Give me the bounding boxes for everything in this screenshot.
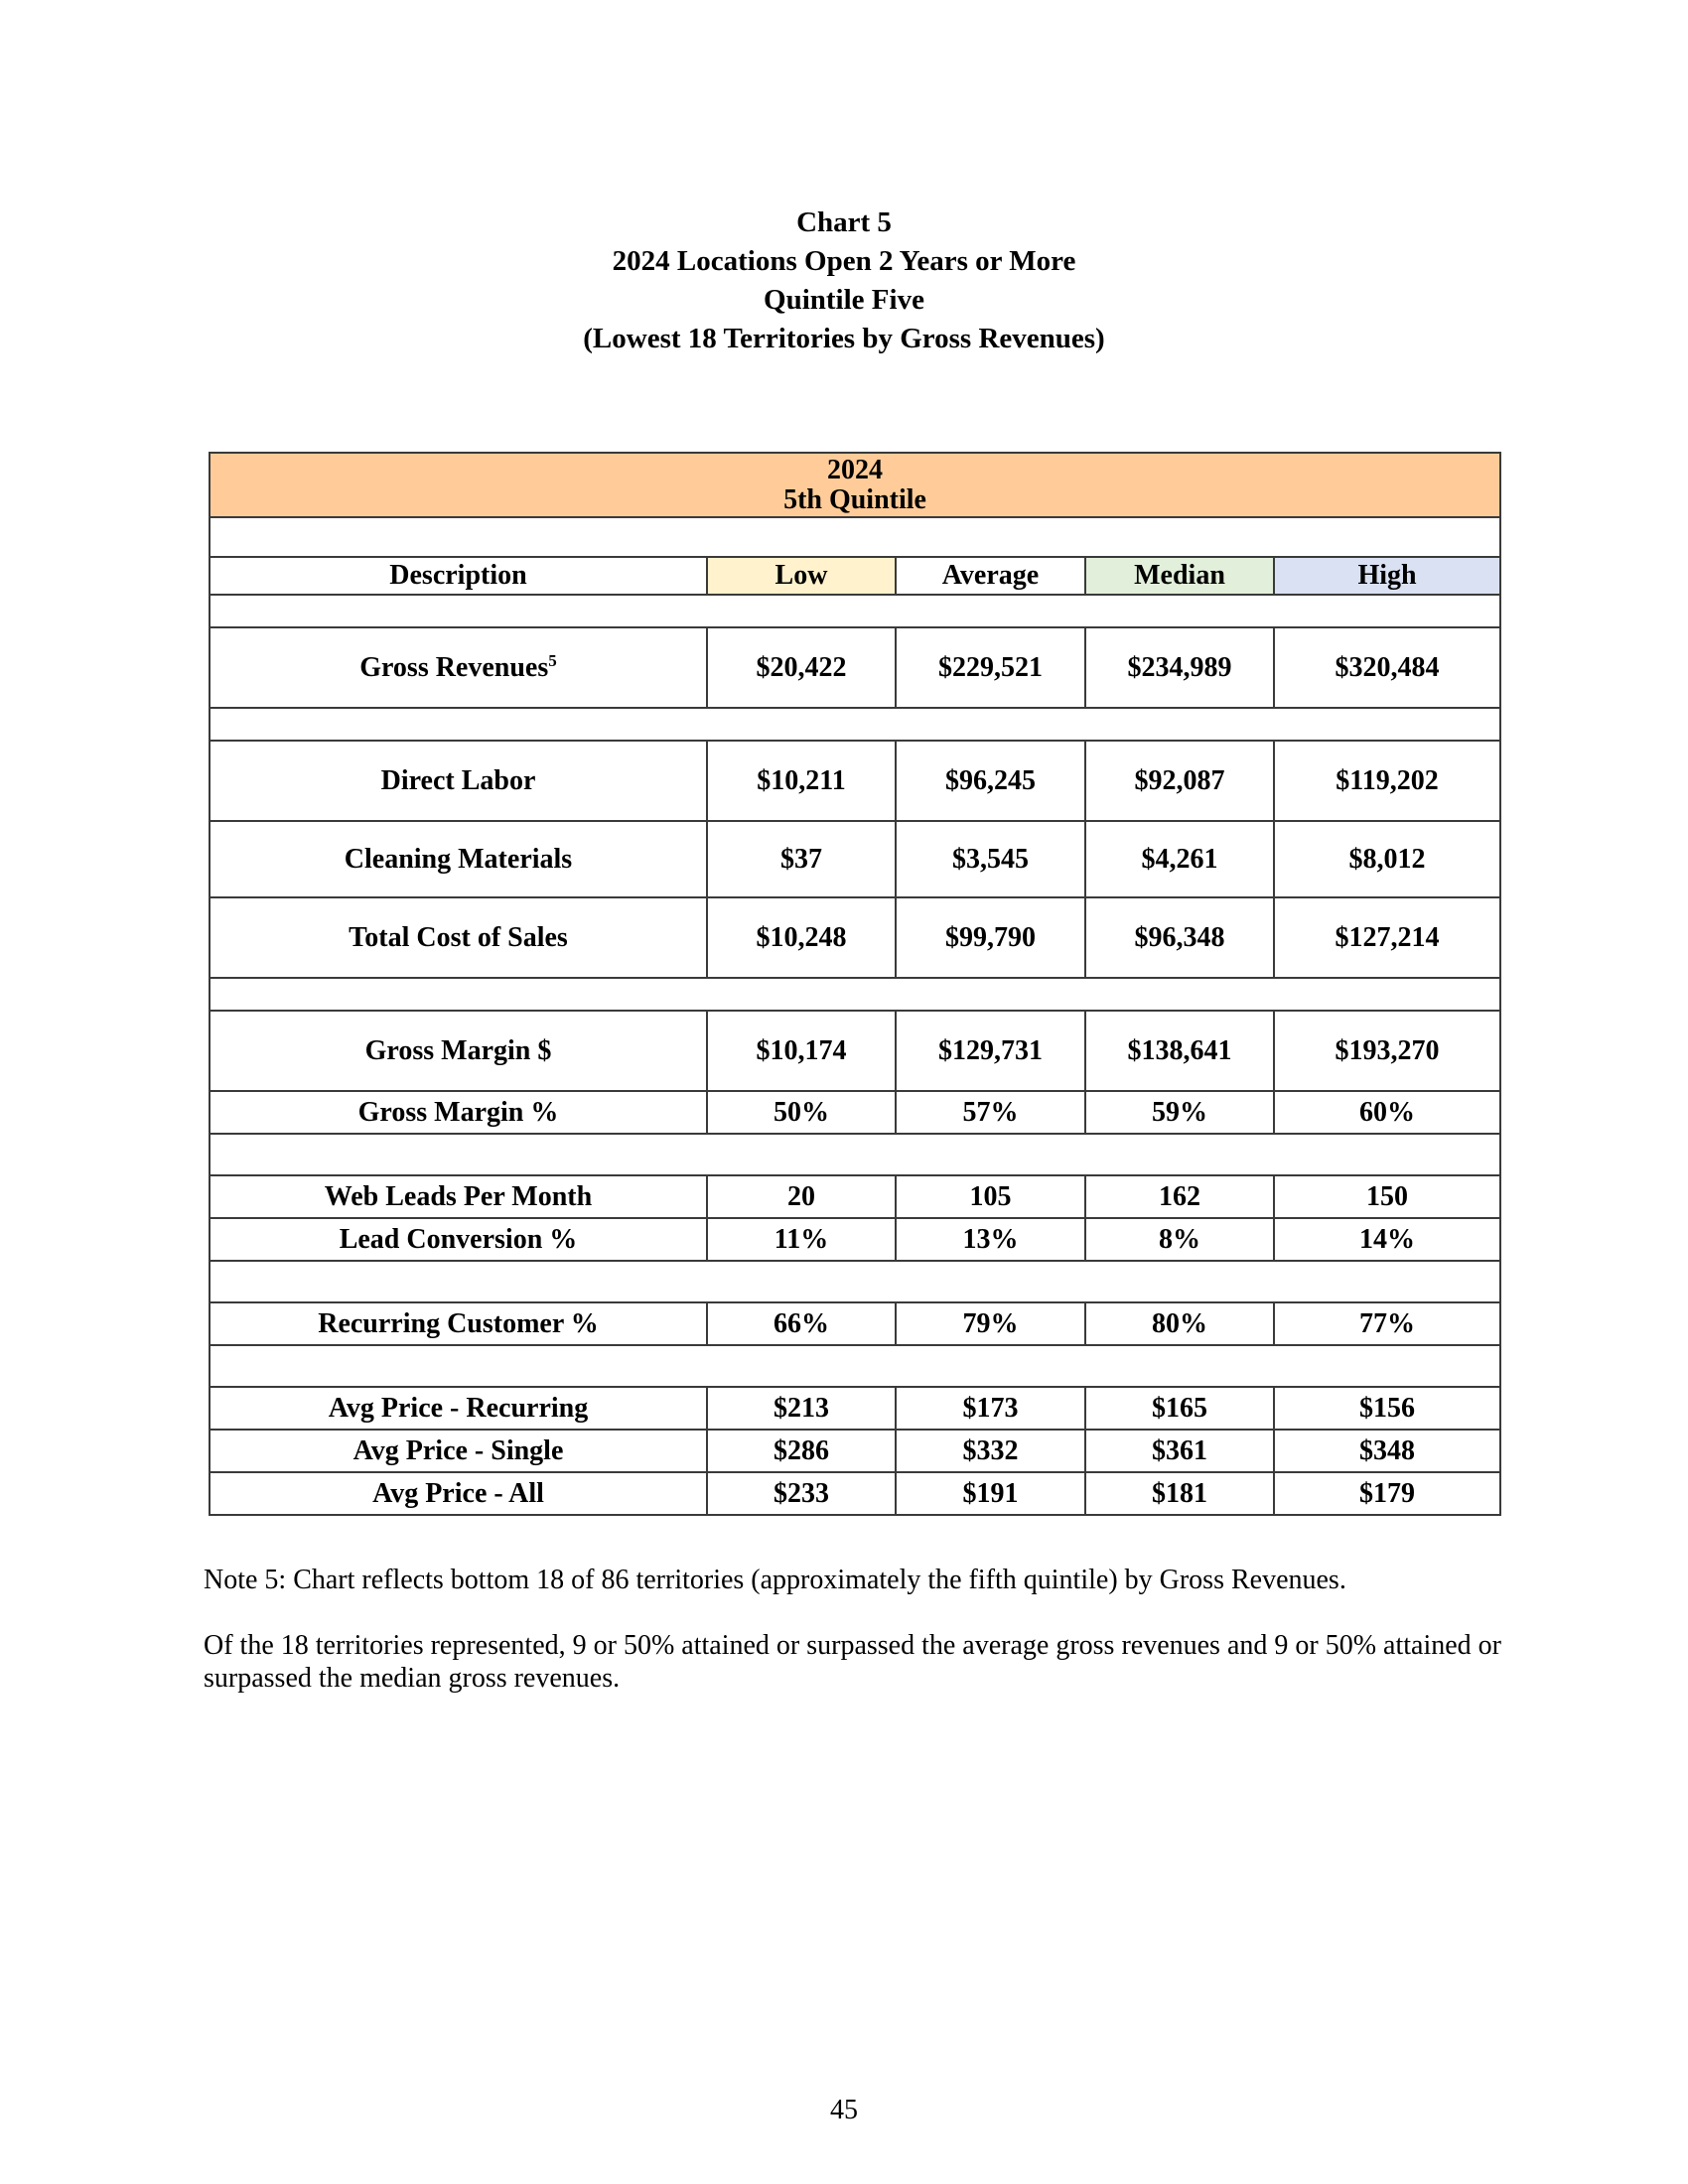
row-label: Gross Margin $ xyxy=(210,1011,707,1091)
cell-median: $96,348 xyxy=(1085,897,1274,978)
cell-low: $286 xyxy=(707,1430,896,1472)
header-year: 2024 xyxy=(827,454,884,485)
footnote-5: Note 5: Chart reflects bottom 18 of 86 territories (approximately the fifth quintile) by Gross Revenues. xyxy=(204,1565,1346,1595)
cell-median: $165 xyxy=(1085,1387,1274,1430)
row-label: Web Leads Per Month xyxy=(210,1175,707,1218)
cell-median: $4,261 xyxy=(1085,821,1274,897)
cell-median: $361 xyxy=(1085,1430,1274,1472)
cell-average: $3,545 xyxy=(896,821,1085,897)
chart-scope: (Lowest 18 Territories by Gross Revenues) xyxy=(583,323,1105,354)
table-row-total-cost-of-sales xyxy=(210,897,1500,978)
chart-quintile: Quintile Five xyxy=(764,284,924,316)
col-header-median: Median xyxy=(1085,557,1274,595)
cell-median: 8% xyxy=(1085,1218,1274,1261)
cell-low: 66% xyxy=(707,1302,896,1345)
table-row-avg-price-all xyxy=(210,1472,1500,1515)
cell-average: $129,731 xyxy=(896,1011,1085,1091)
table-header-band xyxy=(210,453,1500,517)
cell-median: $138,641 xyxy=(1085,1011,1274,1091)
table-row-avg-price-single xyxy=(210,1430,1500,1472)
row-label: Gross Revenues$^5$ xyxy=(210,627,707,708)
cell-median: $234,989 xyxy=(1085,627,1274,708)
column-header-row xyxy=(210,557,1500,595)
row-label: Gross Margin % xyxy=(210,1091,707,1134)
footnote-marker: 5 xyxy=(548,650,557,670)
col-header-average: Average xyxy=(896,557,1085,595)
table-row-gross-margin-dollars xyxy=(210,1011,1500,1091)
cell-average: $99,790 xyxy=(896,897,1085,978)
cell-low: $10,174 xyxy=(707,1011,896,1091)
col-header-high: High xyxy=(1274,557,1500,595)
quintile-table xyxy=(209,452,1501,1516)
cell-median: $92,087 xyxy=(1085,741,1274,821)
cell-average: 13% xyxy=(896,1218,1085,1261)
cell-high: $127,214 xyxy=(1274,897,1500,978)
cell-high: $348 xyxy=(1274,1430,1500,1472)
cell-low: $37 xyxy=(707,821,896,897)
cell-median: 162 xyxy=(1085,1175,1274,1218)
cell-high: $320,484 xyxy=(1274,627,1500,708)
cell-high: $119,202 xyxy=(1274,741,1500,821)
cell-low: 20 xyxy=(707,1175,896,1218)
cell-high: 77% xyxy=(1274,1302,1500,1345)
cell-median: $181 xyxy=(1085,1472,1274,1515)
cell-average: 105 xyxy=(896,1175,1085,1218)
cell-average: $96,245 xyxy=(896,741,1085,821)
col-header-low: Low xyxy=(707,557,896,595)
chart-title-block xyxy=(0,204,1688,358)
cell-high: 60% xyxy=(1274,1091,1500,1134)
cell-average: $191 xyxy=(896,1472,1085,1515)
spacer-row xyxy=(210,1261,1500,1302)
spacer-row xyxy=(210,978,1500,1011)
row-label: Avg Price - All xyxy=(210,1472,707,1515)
table-row-web-leads xyxy=(210,1175,1500,1218)
cell-median: 80% xyxy=(1085,1302,1274,1345)
cell-low: $233 xyxy=(707,1472,896,1515)
cell-low: 11% xyxy=(707,1218,896,1261)
summary-note: Of the 18 territories represented, 9 or 50% attained or surpassed the average gross revenues and 9 or 50% attained or surpassed the median gross revenues. xyxy=(204,1630,1501,1694)
cell-average: 79% xyxy=(896,1302,1085,1345)
cell-low: 50% xyxy=(707,1091,896,1134)
cell-high: 14% xyxy=(1274,1218,1500,1261)
cell-high: $8,012 xyxy=(1274,821,1500,897)
spacer-row xyxy=(210,708,1500,741)
cell-low: $20,422 xyxy=(707,627,896,708)
table-row-avg-price-recurring xyxy=(210,1387,1500,1430)
spacer-row xyxy=(210,517,1500,557)
row-label: Avg Price - Recurring xyxy=(210,1387,707,1430)
table-row-lead-conversion xyxy=(210,1218,1500,1261)
header-year-quintile xyxy=(210,453,1500,517)
row-label: Recurring Customer % xyxy=(210,1302,707,1345)
cell-high: 150 xyxy=(1274,1175,1500,1218)
cell-median: 59% xyxy=(1085,1091,1274,1134)
cell-average: $229,521 xyxy=(896,627,1085,708)
page-number: 45 xyxy=(830,2095,858,2125)
spacer-row xyxy=(210,1345,1500,1387)
cell-average: $173 xyxy=(896,1387,1085,1430)
spacer-row xyxy=(210,595,1500,627)
cell-high: $179 xyxy=(1274,1472,1500,1515)
table-row-cleaning-materials xyxy=(210,821,1500,897)
notes-section xyxy=(204,1564,1504,1727)
header-quintile: 5th Quintile xyxy=(783,483,926,515)
cell-low: $10,211 xyxy=(707,741,896,821)
row-label: Lead Conversion % xyxy=(210,1218,707,1261)
row-label: Avg Price - Single xyxy=(210,1430,707,1472)
spacer-row xyxy=(210,1134,1500,1175)
cell-high: $156 xyxy=(1274,1387,1500,1430)
cell-average: 57% xyxy=(896,1091,1085,1134)
col-header-description: Description xyxy=(210,557,707,595)
table-row-gross-margin-percent xyxy=(210,1091,1500,1134)
cell-high: $193,270 xyxy=(1274,1011,1500,1091)
table-row-direct-labor xyxy=(210,741,1500,821)
row-label: Direct Labor xyxy=(210,741,707,821)
cell-average: $332 xyxy=(896,1430,1085,1472)
row-label: Total Cost of Sales xyxy=(210,897,707,978)
cell-low: $213 xyxy=(707,1387,896,1430)
chart-subtitle: 2024 Locations Open 2 Years or More xyxy=(612,245,1076,277)
chart-number: Chart 5 xyxy=(796,206,892,238)
row-label: Cleaning Materials xyxy=(210,821,707,897)
table-row-gross-revenues xyxy=(210,627,1500,708)
table-row-recurring-customer xyxy=(210,1302,1500,1345)
cell-low: $10,248 xyxy=(707,897,896,978)
